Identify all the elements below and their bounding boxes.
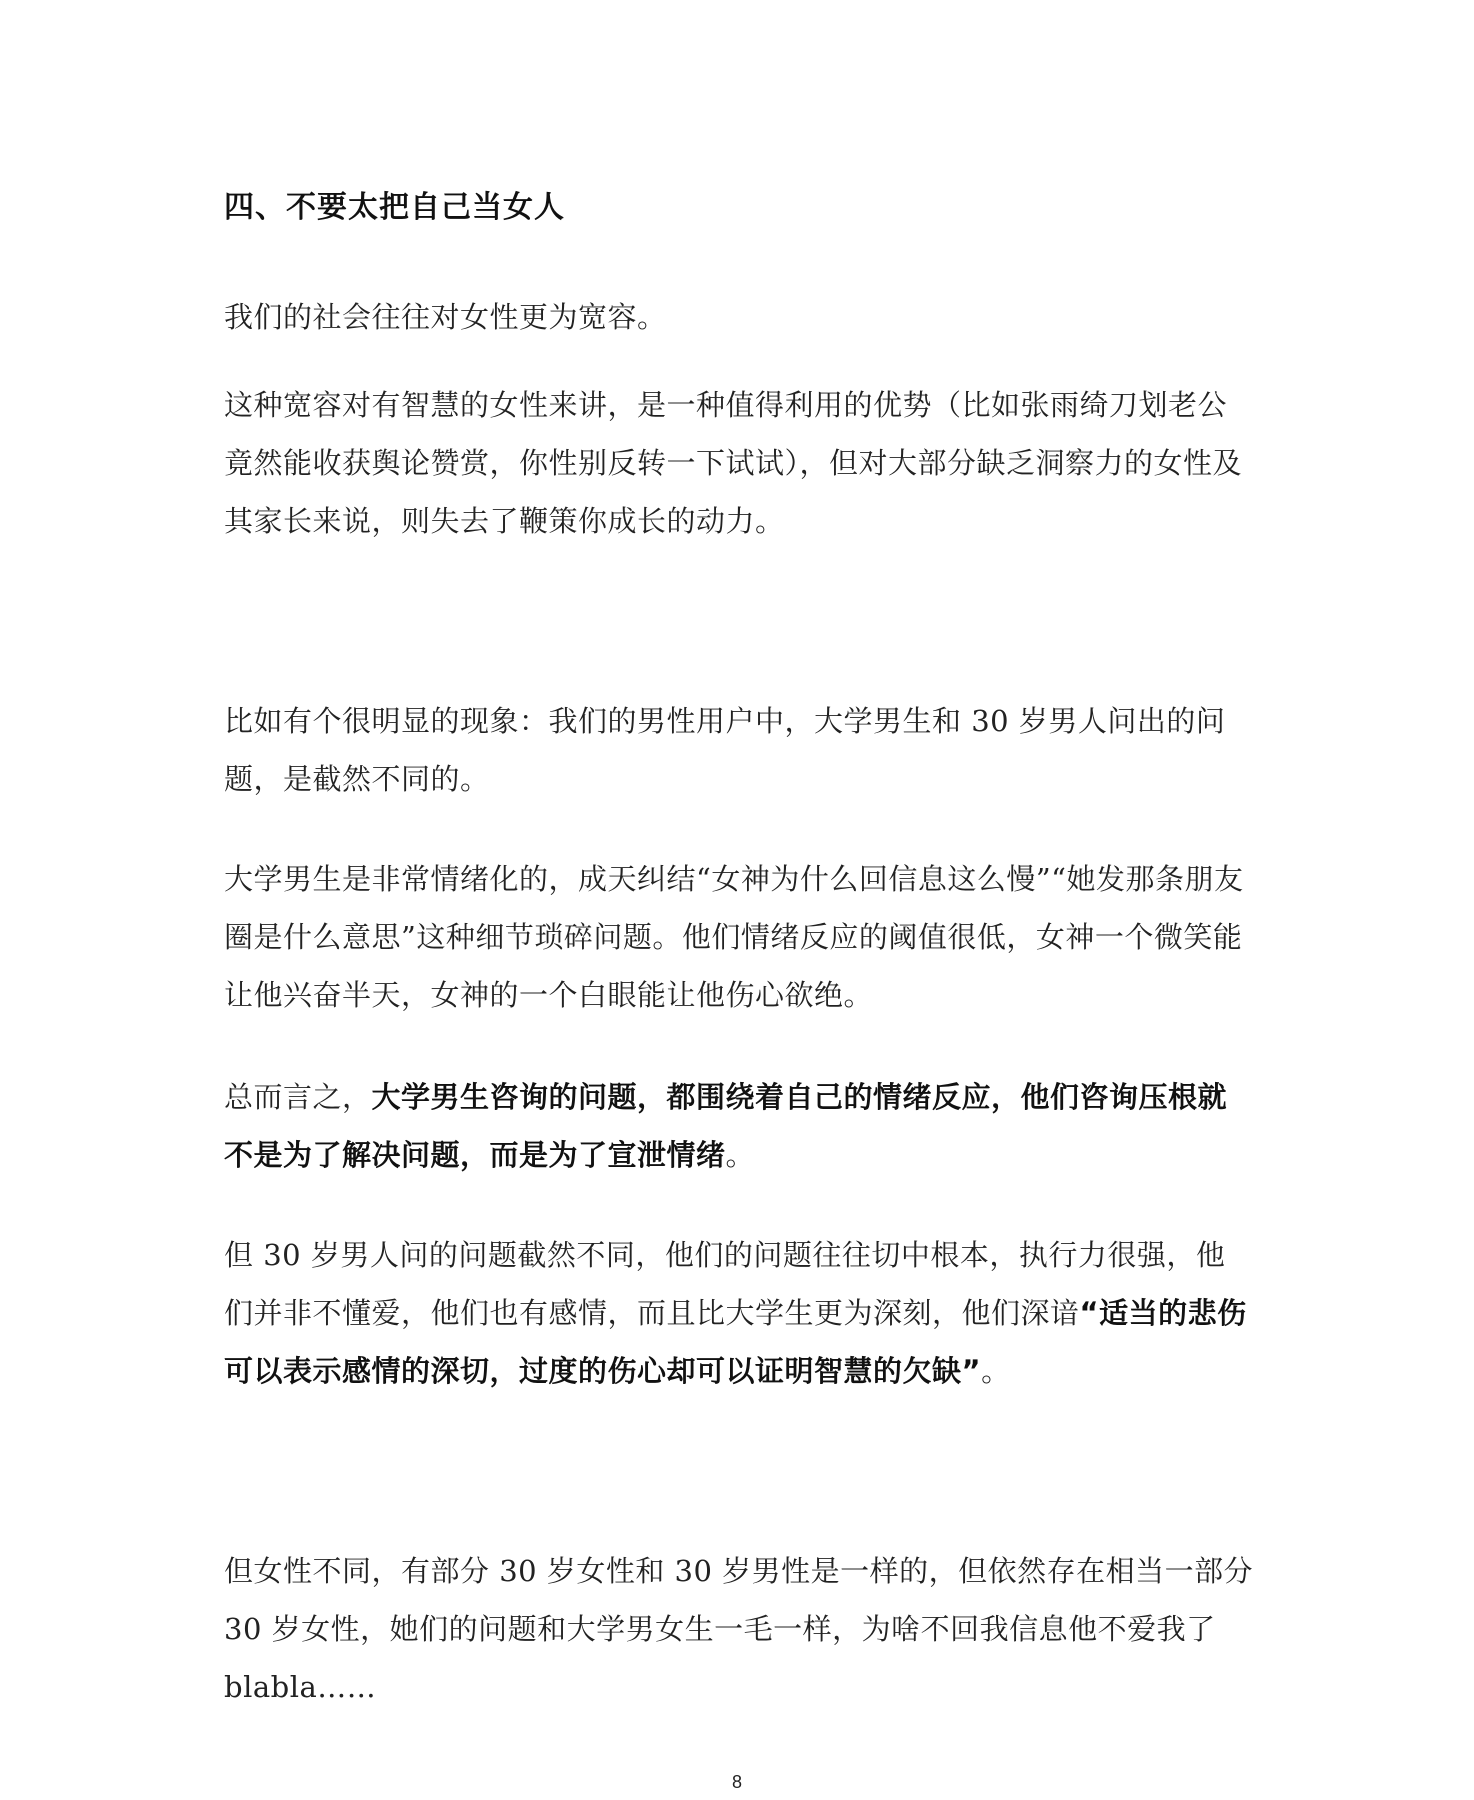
paragraph-5-tail: 。 xyxy=(725,1138,756,1172)
paragraph-7: 但女性不同，有部分 30 岁女性和 30 岁男性是一样的，但依然存在相当一部分 30 岁女性，她们的问题和大学男女生一毛一样，为啥不回我信息他不爱我了 blabla…… xyxy=(224,1554,1254,1704)
paragraph-4: 大学男生是非常情绪化的，成天纠结“女神为什么回信息这么慢”“她发那条朋友圈是什么意思”这种细节琐碎问题。他们情绪反应的阈值很低，女神一个微笑能让他兴奋半天，女神的一个白眼能让他伤心欲绝。 xyxy=(224,862,1244,1012)
page-number: 8 xyxy=(731,1772,742,1792)
paragraph-3: 比如有个很明显的现象：我们的男性用户中，大学男生和 30 岁男人问出的问题，是截然不同的。 xyxy=(224,704,1226,796)
paragraph-6-bold: “适当的悲伤可以表示感情的深切，过度的伤心却可以证明智慧的欠缺” xyxy=(224,1296,1247,1388)
paragraph-1: 我们的社会往往对女性更为宽容。 xyxy=(224,300,667,334)
paragraph-6-lead: 但 30 岁男人问的问题截然不同，他们的问题往往切中根本，执行力很强，他们并非不懂爱，他们也有感情，而且比大学生更为深刻，他们深谙 xyxy=(224,1238,1226,1330)
paragraph-2: 这种宽容对有智慧的女性来讲，是一种值得利用的优势（比如张雨绮刀划老公竟然能收获舆论赞赏，你性别反转一下试试），但对大部分缺乏洞察力的女性及其家长来说，则失去了鞭策你成长的动力。 xyxy=(224,388,1243,538)
paragraph-6-tail: 。 xyxy=(981,1354,1011,1388)
paragraph-5-lead: 总而言之， xyxy=(224,1080,372,1114)
paragraph-5-bold: 大学男生咨询的问题，都围绕着自己的情绪反应，他们咨询压根就不是为了解决问题，而是为了宣泄情绪 xyxy=(224,1080,1228,1172)
paragraph-5 xyxy=(224,1068,1254,1184)
section-heading: 四、不要太把自己当女人 xyxy=(224,190,565,225)
paragraph-6 xyxy=(224,1226,1254,1400)
